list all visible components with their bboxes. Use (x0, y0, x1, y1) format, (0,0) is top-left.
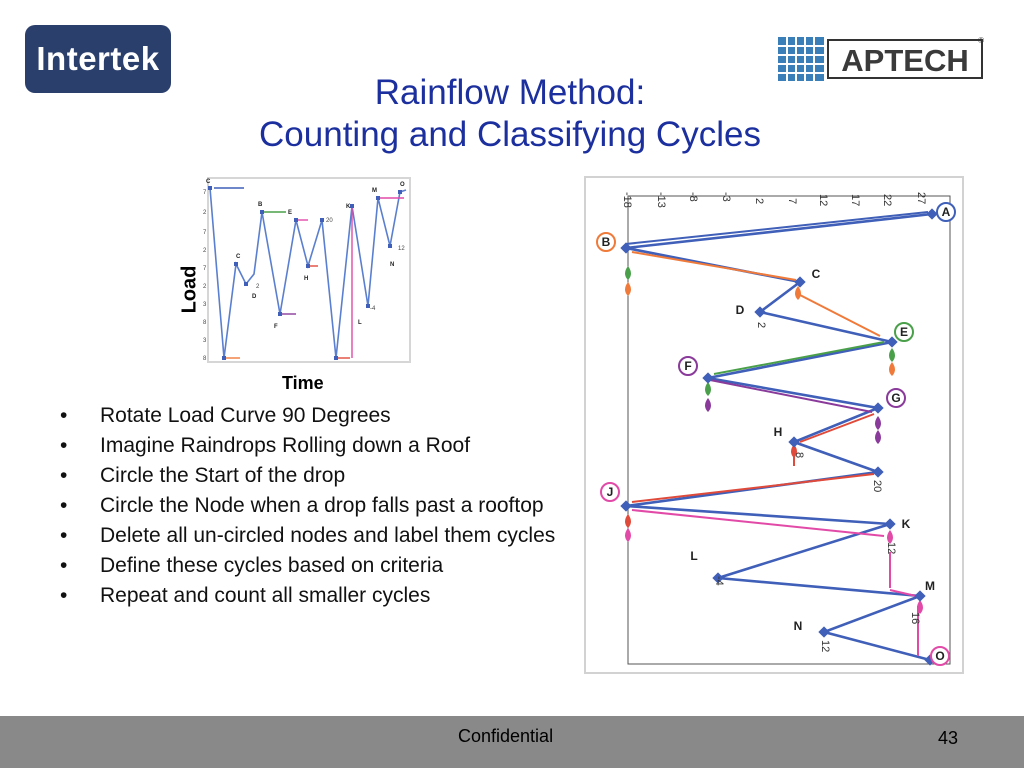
small-value-label: 12 (398, 246, 405, 252)
small-node (260, 210, 264, 214)
node-label-g (887, 389, 905, 407)
aptech-logo-text: APTECH (841, 43, 969, 78)
small-tick: 2 (203, 210, 207, 216)
small-node-label: E (288, 210, 293, 216)
node-label-e (895, 323, 913, 341)
x-axis-label: Time (282, 373, 324, 393)
axis-tick: 12 (817, 194, 829, 207)
axis-tick: 22 (881, 194, 893, 207)
y-axis-label: Load (178, 265, 201, 314)
axis-tick: 7 (786, 198, 798, 205)
small-tick: 7 (203, 266, 207, 272)
bullet-item: • Repeat and count all smaller cycles (60, 584, 580, 608)
small-node-label: D (252, 294, 257, 300)
small-node (320, 218, 324, 222)
node-letter: E (899, 325, 909, 339)
node-letter: B (601, 235, 611, 249)
node-label-o (931, 647, 949, 665)
rainflow-diagram (584, 176, 964, 674)
aptech-logo-mark: ® (978, 37, 984, 45)
intertek-logo-text: Intertek (36, 40, 160, 77)
small-node (306, 264, 310, 268)
small-node (388, 244, 392, 248)
small-node (376, 196, 380, 200)
small-value-label: 2 (256, 284, 260, 290)
node-label-m: M (925, 579, 935, 593)
small-tick: 2 (203, 248, 207, 254)
small-node-label: C (206, 179, 211, 185)
node-label-b (597, 233, 615, 251)
load-time-chart (200, 176, 414, 368)
small-node (208, 186, 212, 190)
node-letter: G (891, 391, 901, 405)
page-number: 43 (938, 728, 959, 748)
small-tick: 8 (203, 320, 207, 326)
node-label-l: L (690, 549, 698, 563)
small-node (278, 312, 282, 316)
small-value-label: -4 (370, 306, 376, 312)
node-letter: A (941, 205, 951, 219)
node-letter: F (684, 359, 692, 373)
bullet-item: • Circle the Node when a drop falls past a rooftop (60, 494, 580, 518)
node-value: 20 (871, 480, 883, 493)
node-label-f (679, 357, 697, 375)
small-node (234, 262, 238, 266)
node-label-k: K (901, 517, 911, 531)
small-tick: 7 (203, 190, 207, 196)
axis-tick: 17 (849, 194, 861, 207)
small-node (398, 190, 402, 194)
small-tick: 8 (203, 356, 207, 362)
bullet-item: • Circle the Start of the drop (60, 464, 580, 488)
small-node-label: N (390, 262, 395, 268)
axis-tick: -18 (621, 192, 633, 208)
small-node-label: F (274, 324, 278, 330)
axis-tick: 27 (915, 192, 927, 205)
bullet-list (60, 404, 580, 614)
small-node (334, 356, 338, 360)
axis-tick: -13 (655, 192, 667, 208)
node-label-h: H (773, 425, 783, 439)
bullet-item: • Rotate Load Curve 90 Degrees (60, 404, 580, 428)
node-value: 12 (819, 640, 831, 653)
node-value: 12 (885, 542, 897, 555)
bullet-item: • Delete all un-circled nodes and label them cycles (60, 524, 580, 548)
small-node (222, 356, 226, 360)
node-letter: J (606, 485, 614, 499)
axis-tick: 2 (753, 198, 765, 205)
small-node (350, 204, 354, 208)
axis-tick: -3 (720, 192, 732, 202)
node-label-n: N (793, 619, 803, 633)
bullet-item: • Imagine Raindrops Rolling down a Roof (60, 434, 580, 458)
small-node-label: C (236, 254, 241, 260)
node-value: 2 (755, 322, 767, 329)
small-node (244, 282, 248, 286)
small-node-label: O (400, 182, 405, 188)
node-letter: O (935, 649, 945, 663)
title-line-2: Counting and Classifying Cycles (259, 115, 761, 154)
node-label-c: C (811, 267, 821, 281)
small-node-label: H (304, 276, 309, 282)
node-value: -4 (713, 576, 725, 586)
node-value: 16 (909, 612, 921, 625)
axis-tick: -8 (687, 192, 699, 202)
node-label-a (937, 203, 955, 221)
small-tick: 3 (203, 302, 207, 308)
small-tick: 3 (203, 338, 207, 344)
title-line-1: Rainflow Method: (374, 73, 646, 112)
small-node-label: M (372, 188, 377, 194)
small-node-label: B (258, 202, 263, 208)
bullet-item: • Define these cycles based on criteria (60, 554, 580, 578)
small-tick: 7 (203, 230, 207, 236)
small-node (294, 218, 298, 222)
small-value-label: 20 (326, 218, 333, 224)
page-title (0, 72, 1024, 156)
small-node-label: K (346, 204, 351, 210)
node-label-j (601, 483, 619, 501)
small-node-label: L (358, 320, 362, 326)
node-value: 8 (793, 452, 805, 459)
node-label-d: D (735, 303, 745, 317)
footer-bar (0, 716, 1024, 768)
footer-confidential: Confidential (458, 726, 554, 746)
small-tick: 2 (203, 284, 207, 290)
